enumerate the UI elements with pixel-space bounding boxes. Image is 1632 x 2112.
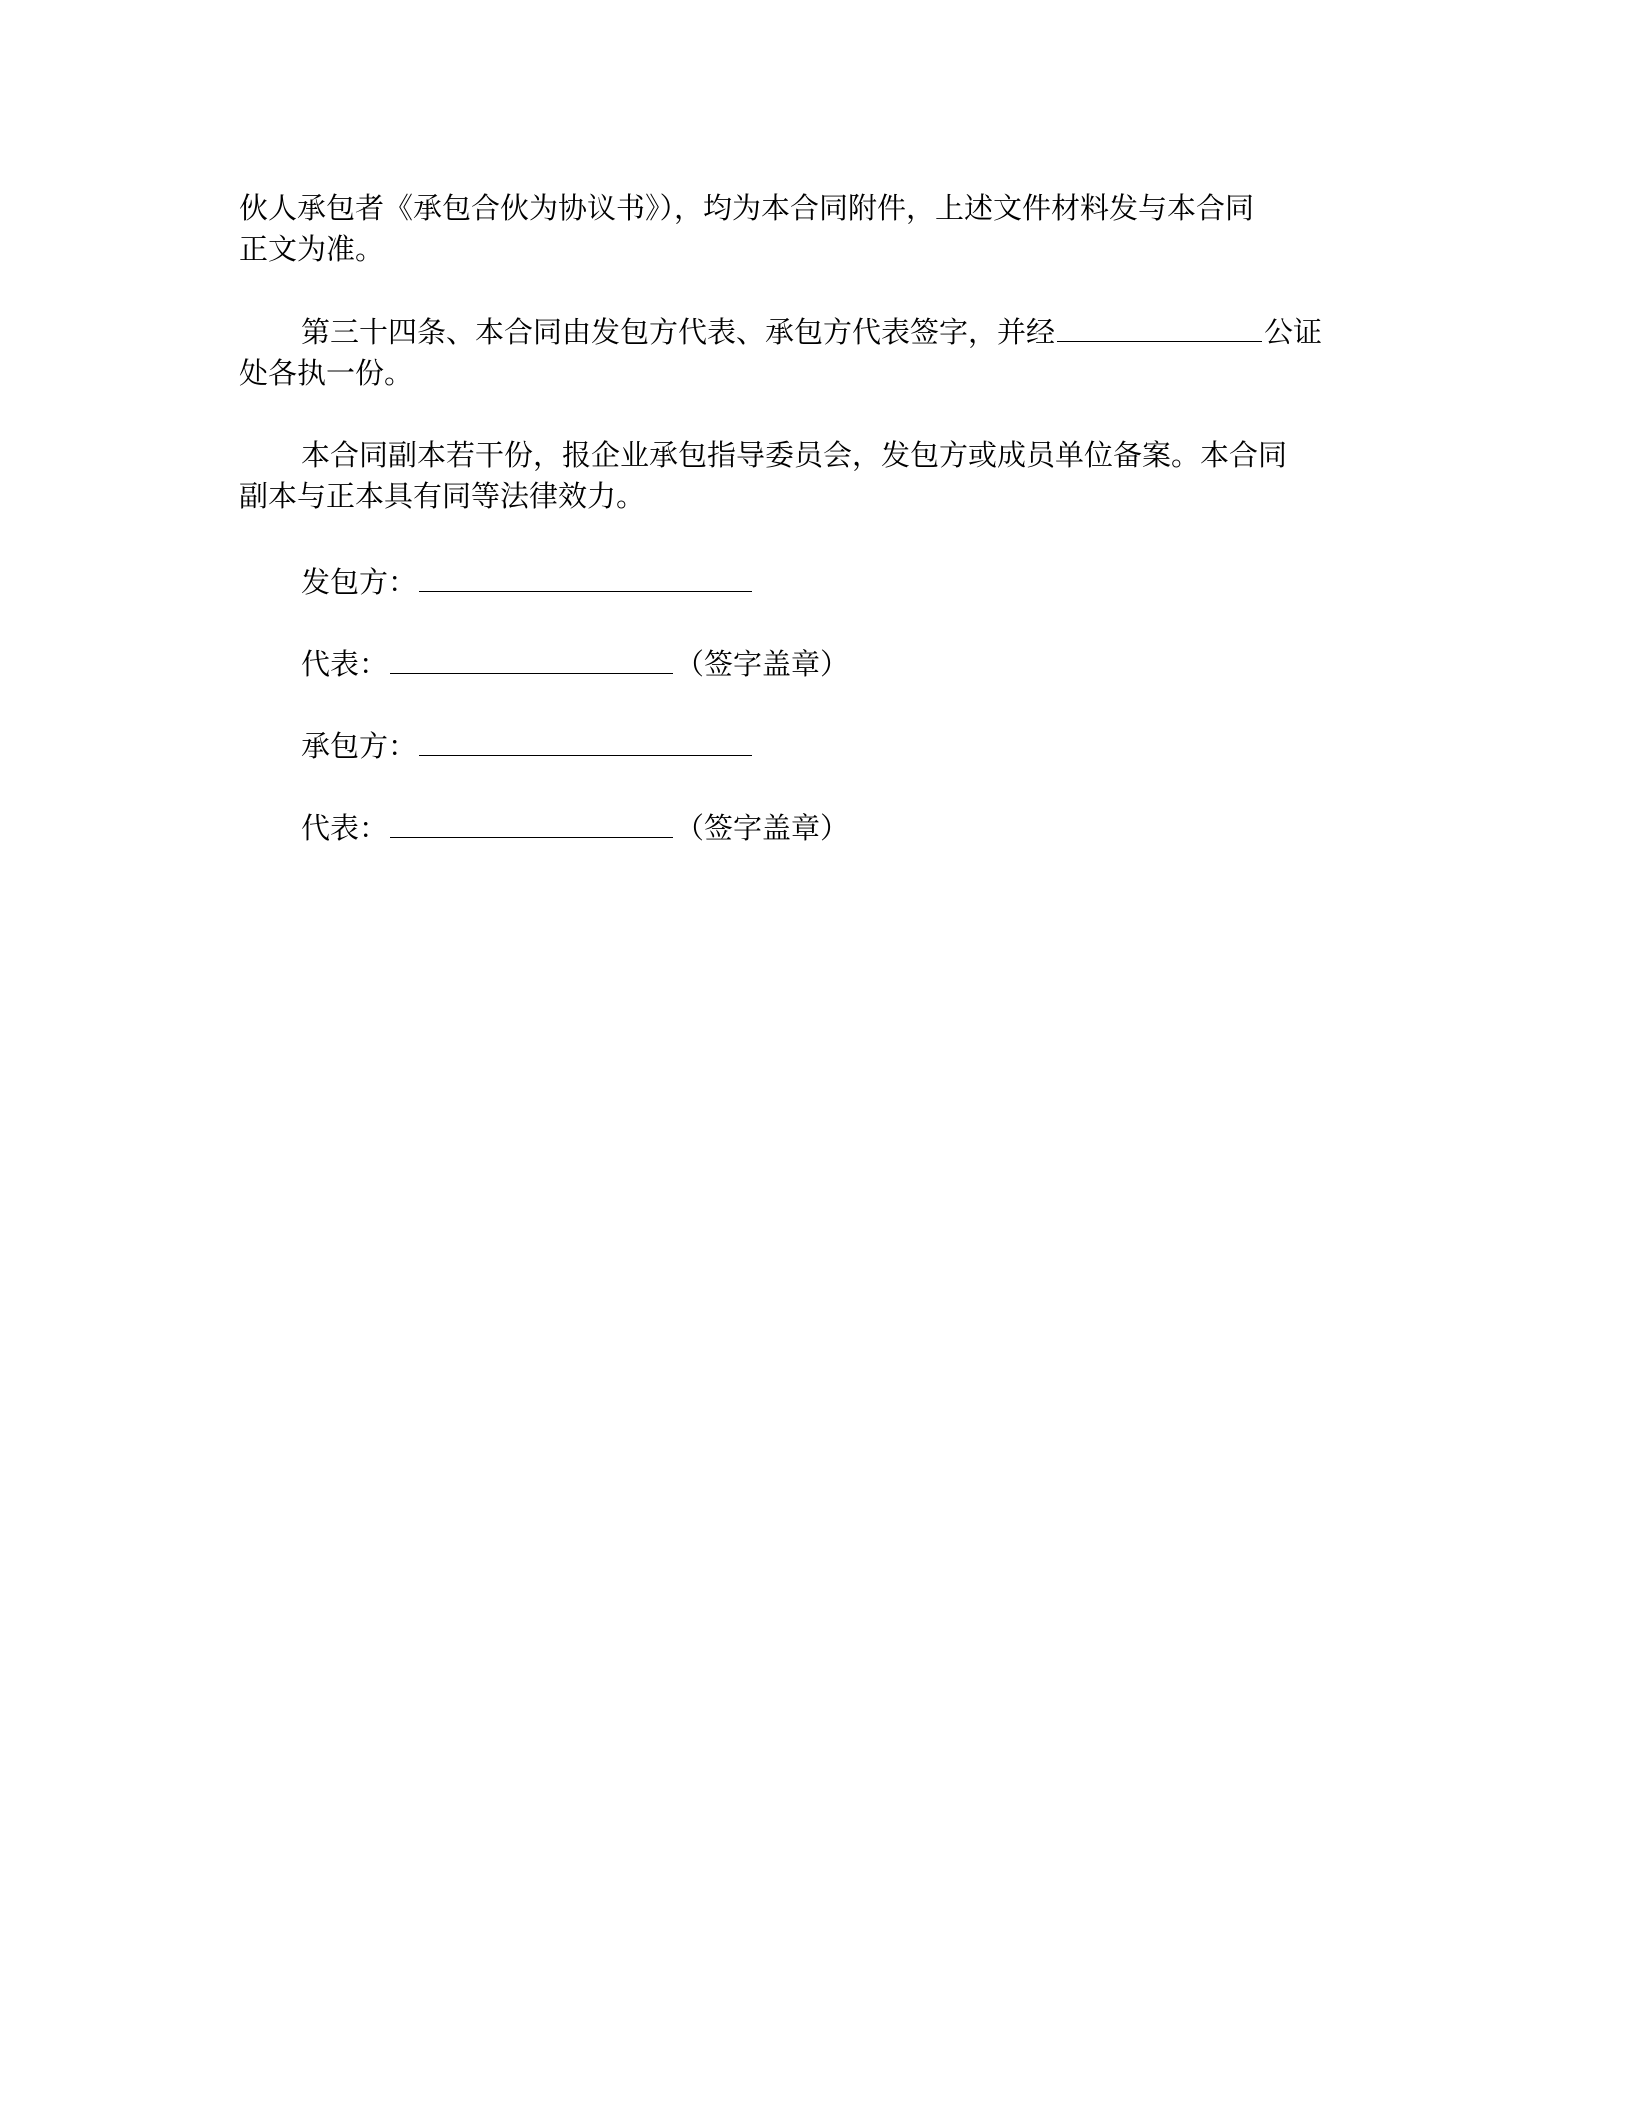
contractor-signature-row (301, 725, 754, 767)
issuer-rep-label: 代表： (301, 647, 389, 681)
copies-paragraph (239, 435, 1380, 517)
issuer-rep-note: （签字盖章） (675, 647, 850, 681)
article-34-text: 第三十四条、本合同由发包方代表、承包方代表签字，并经 (301, 315, 1056, 349)
contractor-rep-blank-line[interactable] (390, 807, 673, 838)
paragraph-line: 伙人承包者《承包合伙为协议书》），均为本合同附件，上述文件材料发与本合同 (239, 191, 1255, 225)
contractor-blank-line[interactable] (419, 725, 752, 756)
paragraph-line (239, 311, 1380, 353)
issuer-label: 发包方： (301, 565, 418, 599)
contractor-rep-label: 代表： (301, 811, 389, 845)
attachments-paragraph (239, 188, 1380, 270)
issuer-signature-row (301, 561, 754, 603)
issuer-rep-blank-line[interactable] (390, 643, 673, 674)
issuer-blank-line[interactable] (419, 561, 752, 592)
document-body (239, 188, 1380, 558)
contractor-label: 承包方： (301, 729, 418, 763)
article-34-text-end: 公证 (1264, 315, 1323, 349)
paragraph-line: 处各执一份。 (239, 356, 414, 390)
article-34-paragraph (239, 311, 1380, 394)
contractor-rep-note: （签字盖章） (675, 811, 850, 845)
contractor-rep-signature-row (301, 807, 849, 849)
paragraph-line: 正文为准。 (239, 232, 385, 266)
paragraph-line: 副本与正本具有同等法律效力。 (239, 479, 646, 513)
notary-blank-line[interactable] (1057, 311, 1262, 342)
issuer-rep-signature-row (301, 643, 849, 685)
paragraph-line: 本合同副本若干份，报企业承包指导委员会，发包方或成员单位备案。本合同 (301, 438, 1288, 472)
